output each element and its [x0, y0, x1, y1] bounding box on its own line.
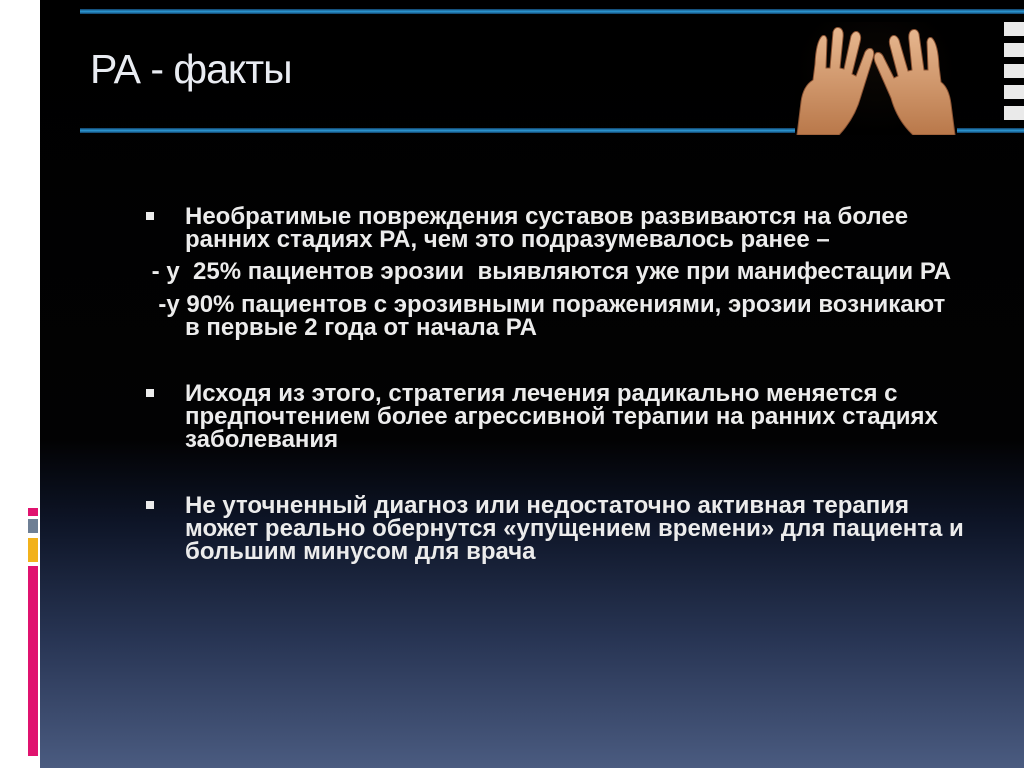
- bullet-item: [145, 494, 965, 563]
- slide-title: РА - факты: [90, 46, 292, 92]
- bullet-marker: [146, 212, 154, 220]
- bullet-marker: [146, 389, 154, 397]
- hands-photo: [795, 22, 957, 135]
- left-color-bars: [28, 0, 40, 768]
- bullet-item: [145, 382, 965, 451]
- bullet-item: [145, 205, 965, 339]
- hands-illustration: [795, 22, 957, 135]
- color-bar-pink: [28, 566, 38, 756]
- decorative-stripes: [1004, 22, 1024, 120]
- slide-content: [145, 205, 965, 563]
- sub-bullet-text: - у 25% пациентов эрозии выявляются уже при манифестации РА: [145, 258, 952, 285]
- bullet-marker: [146, 501, 154, 509]
- sub-bullet-text: -у 90% пациентов с эрозивными поражениями, эрозии возникают в первые 2 года от начала РА: [145, 291, 952, 341]
- bullet-text: Не уточненный диагноз или недостаточно активная терапия может реально обернутся «упущением времени» для пациента и большим минусом для врача: [185, 492, 964, 565]
- color-bar-gold: [28, 538, 38, 562]
- top-accent-rule: [80, 9, 1024, 14]
- color-bar-pink-small: [28, 508, 38, 516]
- bullet-text: Исходя из этого, стратегия лечения радикально меняется с предпочтением более агрессивной терапии на ранних стадиях заболевания: [185, 380, 938, 453]
- color-bar-slate: [28, 519, 38, 533]
- bullet-text: Необратимые повреждения суставов развиваются на более ранних стадиях РА, чем это подразумевалось ранее –: [185, 203, 909, 253]
